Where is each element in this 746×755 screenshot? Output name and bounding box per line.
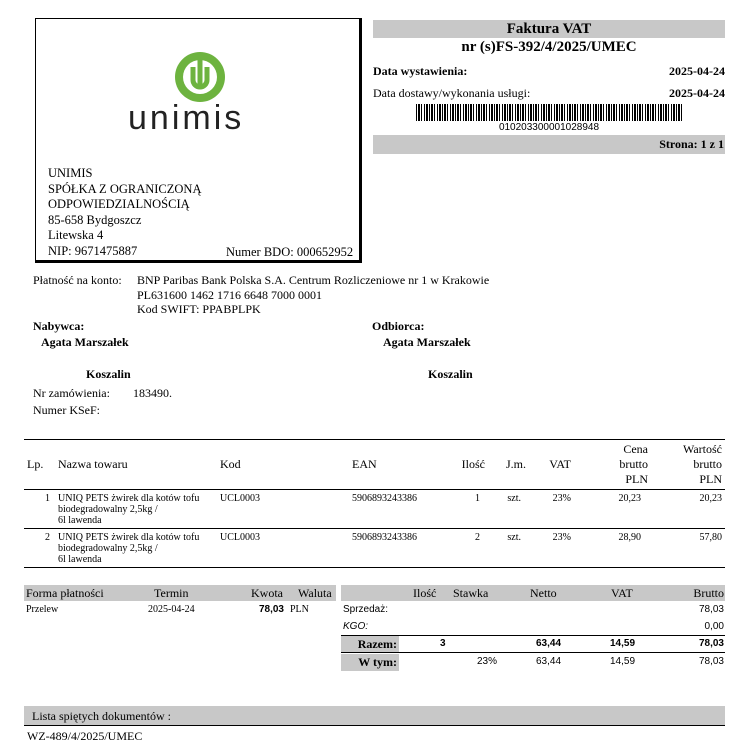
total-qty: 3 [440, 638, 446, 649]
kgo-gross: 0,00 [704, 621, 724, 632]
issue-date-label: Data wystawienia: [373, 64, 468, 78]
seller-name-1: UNIMIS [48, 166, 93, 180]
col-value-line1: Wartość [682, 442, 722, 456]
row-vat: 23% [529, 529, 579, 568]
col-price-line3: PLN [625, 472, 648, 486]
total-label: Razem: [341, 636, 399, 652]
row-name-line3: 6l lawenda [58, 554, 102, 565]
row-lp: 1 [24, 490, 55, 529]
bank-name: BNP Paribas Bank Polska S.A. Centrum Rozliczeniowe nr 1 w Krakowie [137, 273, 490, 287]
col-lp: Lp. [24, 440, 55, 490]
row-price: 20,23 [579, 490, 651, 529]
logo-wordmark: unimis [128, 99, 245, 137]
seller-address-1: 85-658 Bydgoszcz [48, 212, 142, 227]
including-gross: 78,03 [698, 656, 724, 667]
totals-gross-header: Brutto [693, 586, 724, 600]
row-ean: 5906893243386 [322, 529, 432, 568]
including-vat: 14,59 [610, 656, 636, 667]
row-ean: 5906893243386 [322, 490, 432, 529]
including-label: W tym: [341, 654, 399, 671]
row-price: 28,90 [579, 529, 651, 568]
bank-swift: Kod SWIFT: PPABPLPK [137, 302, 261, 316]
col-value-line3: PLN [699, 472, 722, 486]
barcode-number: 010203300001028948 [498, 122, 600, 133]
bank-account-number: PL631600 1462 1716 6648 7000 0001 [137, 287, 323, 302]
buyer-label: Nabywca: [33, 319, 85, 333]
total-net: 63,44 [536, 638, 562, 649]
table-row [24, 529, 725, 568]
total-vat: 14,59 [610, 638, 636, 649]
seller-bdo: Numer BDO: 000652952 [226, 245, 354, 259]
including-rate: 23% [477, 656, 498, 667]
row-name-line3: 6l lawenda [58, 515, 102, 526]
payment-amount: 78,03 [258, 604, 284, 615]
row-name [55, 490, 217, 529]
barcode [416, 104, 682, 121]
payment-term-header: Termin [154, 586, 189, 600]
linked-doc-number: WZ-489/4/2025/UMEC [27, 729, 143, 743]
payment-form: Przelew [26, 604, 59, 615]
payment-currency-header: Waluta [298, 586, 332, 600]
row-unit: szt. [488, 490, 529, 529]
seller-address-2: Litewska 4 [48, 228, 104, 242]
order-label: Nr zamówienia: [33, 386, 110, 400]
payment-term: 2025-04-24 [148, 604, 195, 615]
issue-date: 2025-04-24 [669, 64, 725, 78]
seller-name-2: SPÓŁKA Z OGRANICZONĄ [48, 181, 202, 196]
seller-nip: NIP: 9671475887 [48, 243, 138, 258]
row-value: 20,23 [651, 490, 725, 529]
row-vat: 23% [529, 490, 579, 529]
totals-rate-header: Stawka [453, 586, 489, 600]
seller-box [35, 18, 362, 263]
account-label: Płatność na konto: [33, 273, 122, 287]
page-indicator: Strona: 1 z 1 [373, 135, 725, 154]
kgo-label: KGO: [343, 621, 369, 632]
col-name: Nazwa towaru [55, 440, 217, 490]
total-gross: 78,03 [698, 638, 724, 649]
sales-label: Sprzedaż: [343, 604, 389, 615]
ksef-label: Numer KSeF: [33, 403, 100, 417]
col-unit: J.m. [488, 440, 529, 490]
including-net: 63,44 [536, 656, 562, 667]
row-code: UCL0003 [217, 490, 322, 529]
totals-net-header: Netto [530, 586, 557, 600]
totals-vat-header: VAT [611, 586, 633, 600]
seller-name-3: ODPOWIEDZIALNOŚCIĄ [48, 197, 190, 211]
unimis-logo-icon [173, 50, 227, 104]
buyer-name: Agata Marszałek [41, 335, 129, 349]
row-unit: szt. [488, 529, 529, 568]
buyer-city: Koszalin [86, 367, 131, 381]
delivery-date-label: Data dostawy/wykonania usługi: [373, 86, 531, 100]
row-name-line2: biodegradowalny 2,5kg / [58, 543, 158, 554]
row-name [55, 529, 217, 568]
row-name-line2: biodegradowalny 2,5kg / [58, 504, 158, 515]
col-ean: EAN [322, 440, 432, 490]
invoice-number: nr (s)FS-392/4/2025/UMEC [461, 39, 637, 55]
payment-currency: PLN [290, 604, 309, 615]
row-name-line1: UNIQ PETS żwirek dla kotów tofu [58, 532, 200, 543]
col-price-line2: brutto [619, 457, 648, 471]
col-value [651, 440, 725, 490]
items-table [24, 439, 725, 568]
payment-amount-header: Kwota [251, 586, 283, 600]
table-row [24, 490, 725, 529]
delivery-date: 2025-04-24 [669, 86, 725, 100]
col-price [579, 440, 651, 490]
col-value-line2: brutto [693, 457, 722, 471]
recipient-city: Koszalin [428, 367, 473, 381]
row-code: UCL0003 [217, 529, 322, 568]
recipient-name: Agata Marszałek [383, 335, 471, 349]
totals-qty-header: Ilość [413, 586, 437, 600]
row-value: 57,80 [651, 529, 725, 568]
col-code: Kod [217, 440, 322, 490]
totals-divider-2 [341, 652, 725, 653]
col-qty: Ilość [432, 440, 488, 490]
linked-docs-label: Lista spiętych dokumentów : [32, 709, 171, 723]
col-price-line1: Cena [623, 442, 648, 456]
row-qty: 1 [432, 490, 488, 529]
row-qty: 2 [432, 529, 488, 568]
row-name-line1: UNIQ PETS żwirek dla kotów tofu [58, 493, 200, 504]
recipient-label: Odbiorca: [372, 319, 425, 333]
invoice-title: Faktura VAT [373, 20, 725, 38]
order-number: 183490. [133, 386, 172, 400]
row-lp: 2 [24, 529, 55, 568]
payment-form-header: Forma płatności [26, 586, 104, 600]
col-vat: VAT [529, 440, 579, 490]
linked-docs-header [24, 706, 725, 726]
sales-gross: 78,03 [698, 604, 724, 615]
